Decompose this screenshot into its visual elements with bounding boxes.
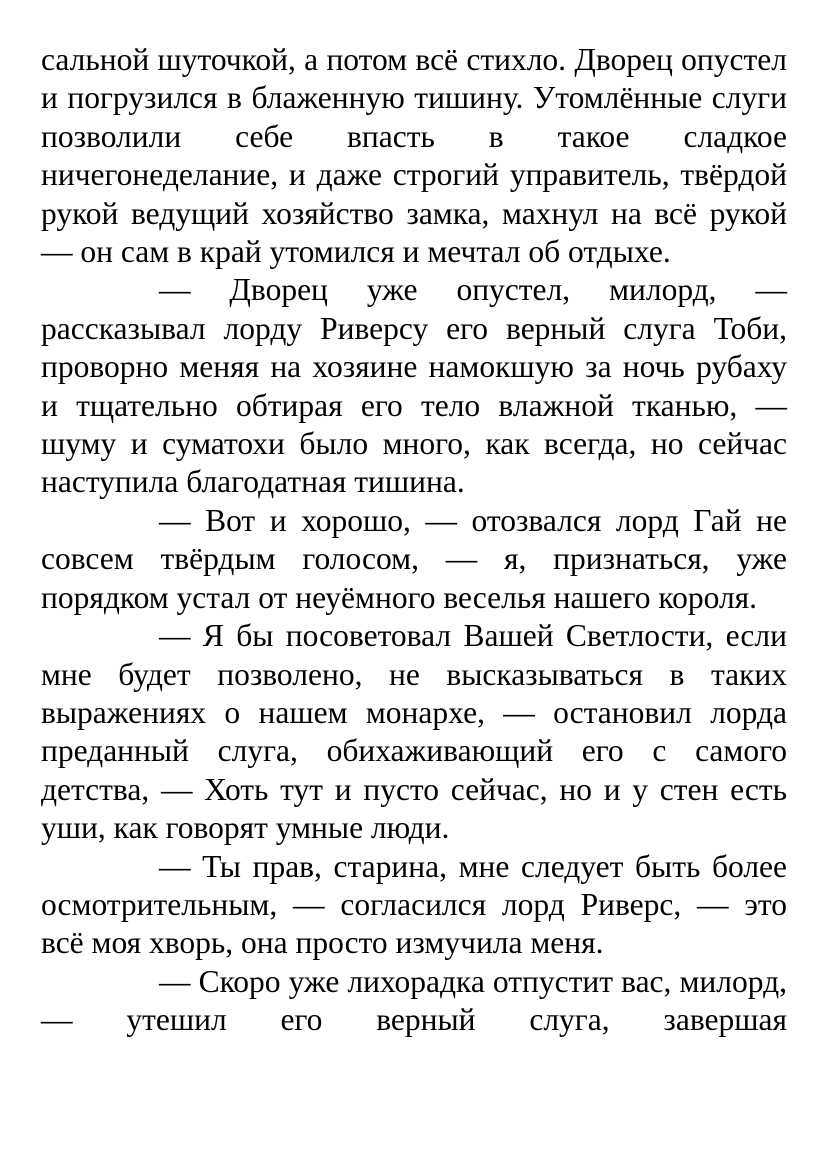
paragraph-dialogue-guy: — Вот и хорошо, — отозвался лорд Гай не совсем твёрдым голосом, — я, признаться, уже порядком устал от неуёмного веселья нашего короля. [41,502,787,615]
paragraph-dialogue-servant-comfort: — Скоро уже лихорадка отпустит вас, милорд, — утешил его верный слуга, завершая [41,963,787,1038]
paragraph-dialogue-toby: — Дворец уже опустел, милорд, — рассказывал лорду Риверсу его верный слуга Тоби, проворно меняя на хозяине намокшую за ночь рубаху и тщательно обтирая его тело влажной тканью, — шуму и суматохи было много, как всегда, но сейчас наступила благодатная тишина. [41,272,787,500]
paragraph-dialogue-servant-advice: — Я бы посоветовал Вашей Светлости, если мне будет позволено, не высказываться в таких выражениях о нашем монархе, — остановил лорда преданный слуга, обихаживающий его с самого детства, — Хоть тут и пусто сейчас, но и у стен есть уши, как говорят умные люди. [41,618,787,846]
paragraph-continuation: сальной шуточкой, а потом всё стихло. Дворец опустел и погрузился в блаженную тишину. Утомлённые слуги позволили себе впасть в такое сладкое ничегонеделание, и даже строгий управитель, твёрдой рукой ведущий хозяйство замка, махнул на всё рукой — он сам в край утомился и мечтал об отдыхе. [41,42,787,270]
paragraph-dialogue-rivers-agrees: — Ты прав, старина, мне следует быть более осмотрительным, — согласился лорд Риверс, — это всё моя хворь, она просто измучила меня. [41,848,787,961]
